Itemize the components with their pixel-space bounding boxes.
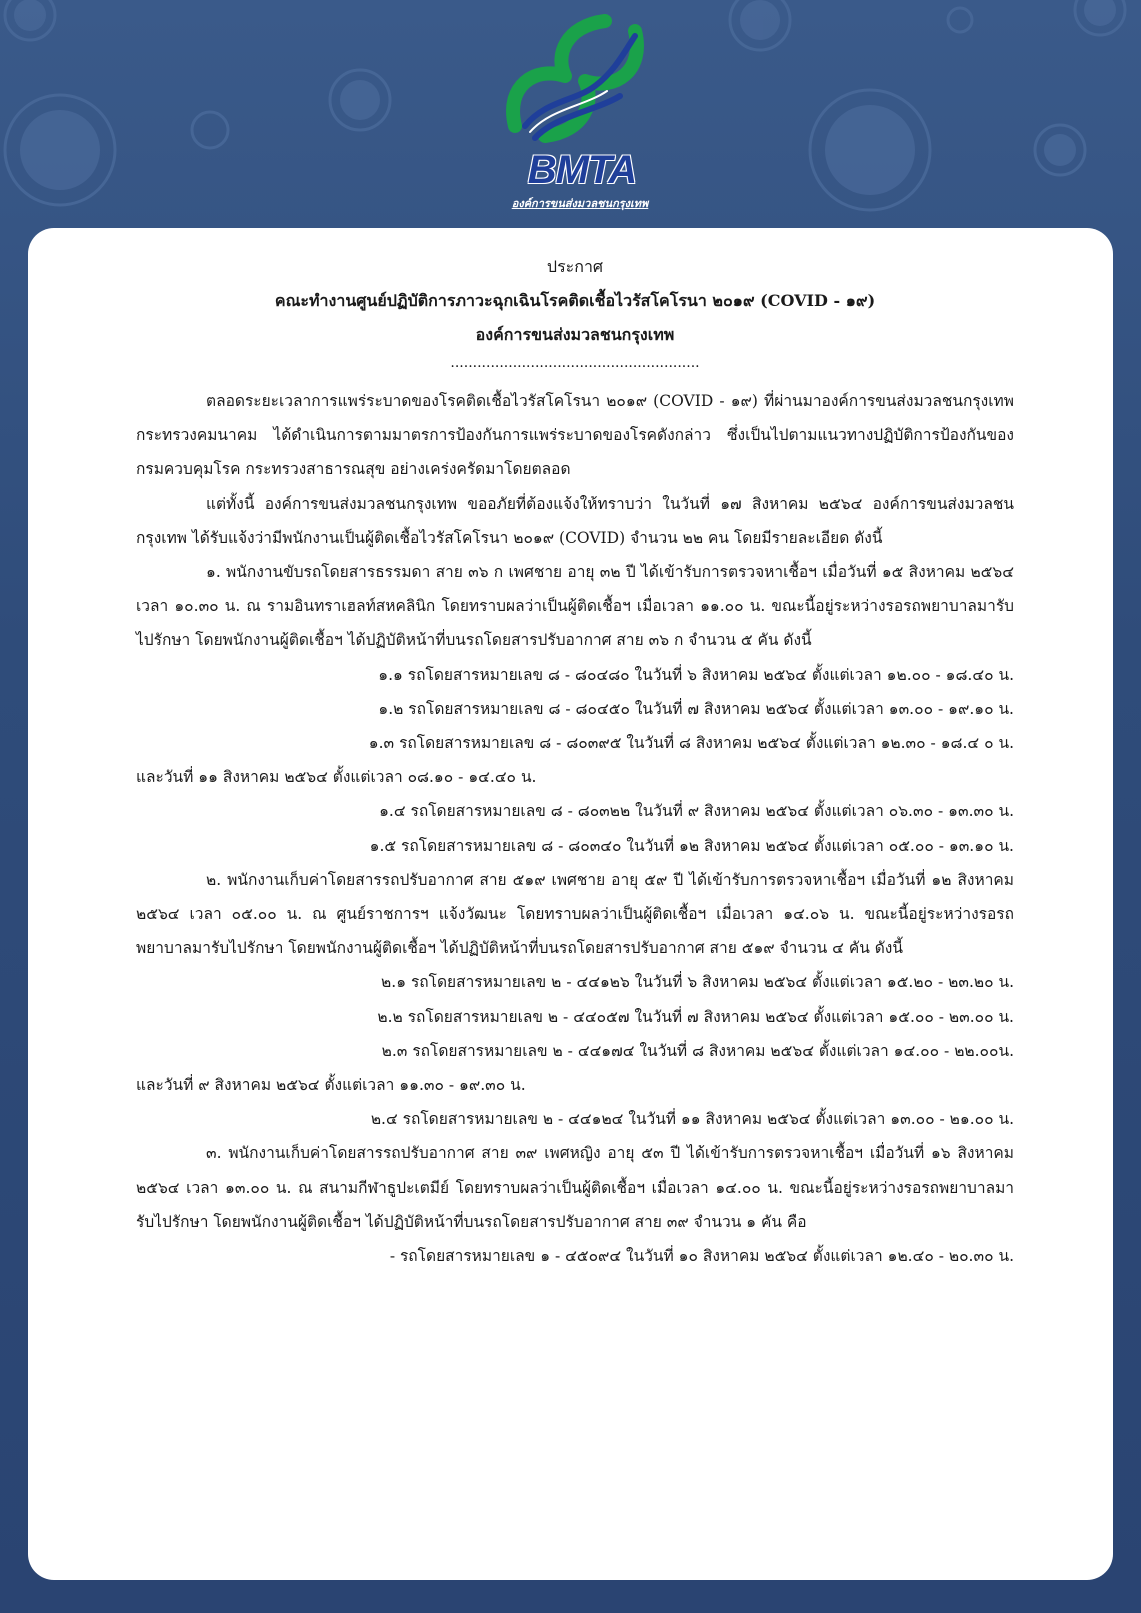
- case-1-item: ๑.๓ รถโดยสารหมายเลข ๘ - ๘๐๓๙๕ ในวันที่ ๘ สิงหาคม ๒๕๖๔ ตั้งแต่เวลา ๑๒.๓๐ - ๑๘.๔ ๐ น.: [368, 734, 1014, 753]
- announcement-content: [136, 250, 1014, 1273]
- case-1-item: ๑.๑ รถโดยสารหมายเลข ๘ - ๘๐๔๘๐ ในวันที่ ๖ สิงหาคม ๒๕๖๔ ตั้งแต่เวลา ๑๒.๐๐ - ๑๘.๔๐ น.: [378, 665, 1014, 684]
- bmta-emblem-icon: [495, 6, 655, 156]
- case-2-text: ๒. พนักงานเก็บค่าโดยสารรถปรับอากาศ สาย ๕๑๙ เพศชาย อายุ ๕๙ ปี ได้เข้ารับการตรวจหาเชื้อฯ เมื่อวันที่ ๑๒ สิงหาคม ๒๕๖๔ เวลา ๐๕.๐๐ น. ณ ศูนย์ราชการฯ แจ้งวัฒนะ โดยทราบผลว่าเป็นผู้ติดเชื้อฯ เมื่อเวลา ๑๔.๐๖ น. ขณะนี้อยู่ระหว่างรอรถพยาบาลมารับไปรักษา โดยพนักงานผู้ติดเชื้อฯ ได้ปฏิบัติหน้าที่บนรถโดยสารปรับอากาศ สาย ๕๑๙ จำนวน ๔ คัน ดังนี้: [136, 870, 1014, 958]
- divider: ........................................................: [450, 355, 700, 371]
- announcement-subtitle: คณะทำงานศูนย์ปฏิบัติการภาวะฉุกเฉินโรคติดเชื้อไวรัสโคโรนา ๒๐๑๙ (COVID - ๑๙): [274, 291, 876, 310]
- case-1-item: ๑.๔ รถโดยสารหมายเลข ๘ - ๘๐๓๒๒ ในวันที่ ๙ สิงหาคม ๒๕๖๔ ตั้งแต่เวลา ๐๖.๓๐ - ๑๓.๓๐ น.: [379, 802, 1014, 821]
- announcement-card: [28, 228, 1113, 1580]
- intro-paragraph-2: แต่ทั้งนี้ องค์การขนส่งมวลชนกรุงเทพ ขออภัยที่ต้องแจ้งให้ทราบว่า ในวันที่ ๑๗ สิงหาคม ๒๕๖๔ องค์การขนส่งมวลชนกรุงเทพ ได้รับแจ้งว่ามีพนักงานเป็นผู้ติดเชื้อไวรัสโคโรนา ๒๐๑๙ (COVID) จำนวน ๒๒ คน โดยมีรายละเอียด ดังนี้: [136, 494, 1014, 547]
- announcement-org: องค์การขนส่งมวลชนกรุงเทพ: [475, 325, 675, 344]
- case-2-item: ๒.๒ รถโดยสารหมายเลข ๒ - ๔๔๐๕๗ ในวันที่ ๗ สิงหาคม ๒๕๖๔ ตั้งแต่เวลา ๑๕.๐๐ - ๒๓.๐๐ น.: [377, 1007, 1014, 1026]
- case-2-item-continuation: และวันที่ ๙ สิงหาคม ๒๕๖๔ ตั้งแต่เวลา ๑๑.๓๐ - ๑๙.๓๐ น.: [136, 1076, 526, 1095]
- case-3-text: ๓. พนักงานเก็บค่าโดยสารรถปรับอากาศ สาย ๓๙ เพศหญิง อายุ ๕๓ ปี ได้เข้ารับการตรวจหาเชื้อฯ เมื่อวันที่ ๑๖ สิงหาคม ๒๕๖๔ เวลา ๑๓.๐๐ น. ณ สนามกีฬาธูปะเตมีย์ โดยทราบผลว่าเป็นผู้ติดเชื้อฯ เมื่อเวลา ๑๔.๐๐ น. ขณะนี้อยู่ระหว่างรอรถพยาบาลมารับไปรักษา โดยพนักงานผู้ติดเชื้อฯ ได้ปฏิบัติหน้าที่บนรถโดยสารปรับอากาศ สาย ๓๙ จำนวน ๑ คัน คือ: [136, 1144, 1014, 1231]
- case-3-item: - รถโดยสารหมายเลข ๑ - ๔๕๐๙๔ ในวันที่ ๑๐ สิงหาคม ๒๕๖๔ ตั้งแต่เวลา ๑๒.๔๐ - ๒๐.๓๐ น.: [389, 1247, 1014, 1266]
- case-1-item: ๑.๒ รถโดยสารหมายเลข ๘ - ๘๐๔๕๐ ในวันที่ ๗ สิงหาคม ๒๕๖๔ ตั้งแต่เวลา ๑๓.๐๐ - ๑๙.๑๐ น.: [378, 699, 1014, 718]
- case-1-item: ๑.๕ รถโดยสารหมายเลข ๘ - ๘๐๓๔๐ ในวันที่ ๑๒ สิงหาคม ๒๕๖๔ ตั้งแต่เวลา ๐๕.๐๐ - ๑๓.๑๐ น.: [369, 836, 1014, 855]
- intro-paragraph-1: ตลอดระยะเวลาการแพร่ระบาดของโรคติดเชื้อไวรัสโคโรนา ๒๐๑๙ (COVID - ๑๙) ที่ผ่านมาองค์การขนส่งมวลชนกรุงเทพ กระทรวงคมนาคม ได้ดำเนินการตามมาตรการป้องกันการแพร่ระบาดของโรคดังกล่าว ซึ่งเป็นไปตามแนวทางปฏิบัติการป้องกันของกรมควบคุมโรค กระทรวงสาธารณสุข อย่างเคร่งครัดมาโดยตลอด: [136, 392, 1014, 479]
- case-1-item-continuation: และวันที่ ๑๑ สิงหาคม ๒๕๖๔ ตั้งแต่เวลา ๐๘.๑๐ - ๑๔.๔๐ น.: [136, 768, 537, 787]
- case-2-item: ๒.๔ รถโดยสารหมายเลข ๒ - ๔๔๑๒๔ ในวันที่ ๑๑ สิงหาคม ๒๕๖๔ ตั้งแต่เวลา ๑๓.๐๐ - ๒๑.๐๐ น.: [370, 1110, 1014, 1129]
- case-2-item: ๒.๓ รถโดยสารหมายเลข ๒ - ๔๔๑๗๔ ในวันที่ ๘ สิงหาคม ๒๕๖๔ ตั้งแต่เวลา ๑๔.๐๐ - ๒๒.๐๐น.: [381, 1041, 1014, 1060]
- announcement-title: ประกาศ: [546, 257, 604, 276]
- bmta-logo: [495, 6, 655, 210]
- logo-text: BMTA: [527, 148, 637, 192]
- case-1-text: ๑. พนักงานขับรถโดยสารธรรมดา สาย ๓๖ ก เพศชาย อายุ ๓๒ ปี ได้เข้ารับการตรวจหาเชื้อฯ เมื่อวันที่ ๑๕ สิงหาคม ๒๕๖๔ เวลา ๑๐.๓๐ น. ณ รามอินทราเฮลท์สหคลินิก โดยทราบผลว่าเป็นผู้ติดเชื้อฯ เมื่อเวลา ๑๑.๐๐ น. ขณะนี้อยู่ระหว่างรอรถพยาบาลมารับไปรักษา โดยพนักงานผู้ติดเชื้อฯ ได้ปฏิบัติหน้าที่บนรถโดยสารปรับอากาศ สาย ๓๖ ก จำนวน ๕ คัน ดังนี้: [136, 563, 1014, 650]
- case-2-item: ๒.๑ รถโดยสารหมายเลข ๒ - ๔๔๑๒๖ ในวันที่ ๖ สิงหาคม ๒๕๖๔ ตั้งแต่เวลา ๑๕.๒๐ - ๒๓.๒๐ น.: [381, 973, 1014, 992]
- logo-subtitle: องค์การขนส่งมวลชนกรุงเทพ: [511, 197, 649, 210]
